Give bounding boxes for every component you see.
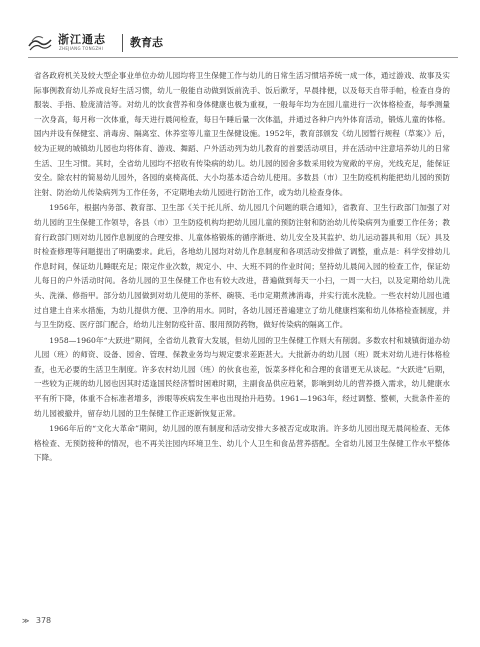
header-separator [122,34,123,52]
paragraph: 1956年，根据内务部、教育部、卫生部《关于托儿所、幼儿园几个问题的联合通知》，省教育、卫生行政部门加强了对幼儿园的卫生保健工作领导，各县（市）卫生防疫机构均把幼儿园儿童的预防注射和防治幼儿传染病列为重要工作任务；教育行政部门则对幼儿园作息制度的合理安排、儿童体格锻炼的循序渐进、幼儿安全及其监护、幼儿运动器具和用（玩）具及时检查修理等问题提出了明确要求。此后，各地幼儿园均对幼儿作息制度和各项活动安排做了调整，重点是：科学安排幼儿作息时间，保证幼儿睡眠充足；限定作业次数，规定小、中、大班不同的作业时间；坚持幼儿晨间入园的检查工作，保证幼儿每日的户外活动时间。各幼儿园的卫生保健工作也有较大改进，普遍做到每天一小扫，一周一大扫，以及定期给幼儿洗头、洗澡、修指甲。部分幼儿园做到对幼儿使用的茶杯、碗筷、毛巾定期煮沸消毒，并实行流水洗脸。一些农村幼儿园也通过自建土自来水措施，为幼儿提供方便、卫净的用水。同时，各幼儿园还普遍建立了幼儿健康档案和幼儿体格检查制度，并与卫生防疫、医疗部门配合，给幼儿注射防疫针苗、服用预防药物，做好传染病的隔离工作。 [34,203,450,330]
zhejiang-tongzhi-logo-icon [28,32,52,52]
page-header [28,30,458,60]
body-text [34,69,450,467]
paragraph: 1966年后的“文化大革命”期间，幼儿园的原有制度和活动安排大多被否定或取消。许多幼儿园出现无晨间检查、无体格检查、无预防接种的情况，也不再关注园内环境卫生、幼儿个人卫生和食品营养搭配。全省幼儿园卫生保健工作水平整体下降。 [34,424,450,463]
logo-title: 浙江通志 [58,33,106,46]
page-marker-icon: ≫ [22,617,30,625]
paragraph: 1958—1960年“大跃进”期间，全省幼儿教育大发展，但幼儿园的卫生保健工作则大有削弱。多数农村和城镇街道办幼儿园（班）的师资、设备、园舍、管理、保教业务均与规定要求差距甚大。大批新办的幼儿园（班）既未对幼儿进行体格检查，也无必要的生活卫生制度。许多农村幼儿园（班）的伙食也差，饭菜多样化和合理的食谱更无从谈起。“大跃进”后期，一些较为正规的幼儿园也因其时适逢国民经济暂时困难时期，主副食品供应趋紧，影响到幼儿的营养摄入需求，幼儿健康水平有所下降，体重不合标准者增多，涉眼等疾病发生率也出现抬升趋势。1961—1963年，经过调整、整顿，大批条件差的幼儿园被撤并，留存幼儿园的卫生保健工作正逐新恢复正常。 [34,335,450,418]
logo-subtitle: ZHEJIANG TONGZHI [59,46,104,51]
header-rule [28,57,458,58]
section-title: 教育志 [130,36,163,49]
paragraph: 省各政府机关及较大型企事业单位办幼儿园均将卫生保健工作与幼儿的日常生活习惯培养统一成一体，通过游戏、故事及实际事例教育幼儿养成良好生活习惯，幼儿一般能自动做到饭前洗手、饭后漱牙，早晨排便，以及每天自带手帕，检查自身的服装、手指、脸庞清洁等。对幼儿的饮食营养和身体健康也极为重视，一般每年均为在园儿童进行一次体格检查，每季测量一次身高，每月称一次体重，每天进行晨间检查，每日午睡后量一次体温，并通过各种户内外体育活动，锻炼儿童的体格。国内并设有保健室、消毒房、隔离室、休养室等儿童卫生保健设施。1952年，教育部颁发《幼儿园暂行规程（草案）》后，较为正规的城镇幼儿园也均将体育、游戏、舞蹈、户外活动列为幼儿教育的首要活动项目，并在活动中注意培养幼儿的日常生活、卫生习惯。其时，全省幼儿园均不招收有传染病的幼儿。幼儿园的园舍多数采用较为宽敞的平房，光线充足，能保证安全。除农村的简易幼儿园外，各园的桌椅高低、大小均基本适合幼儿使用。多数县（市）卫生防疫机构能把幼儿园的预防注射、防治幼儿传染病列为工作任务，不定期地去幼儿园进行防治工作，或为幼儿检查身体。 [34,71,450,197]
page-number: 378 [35,616,52,625]
page-footer [22,616,51,625]
